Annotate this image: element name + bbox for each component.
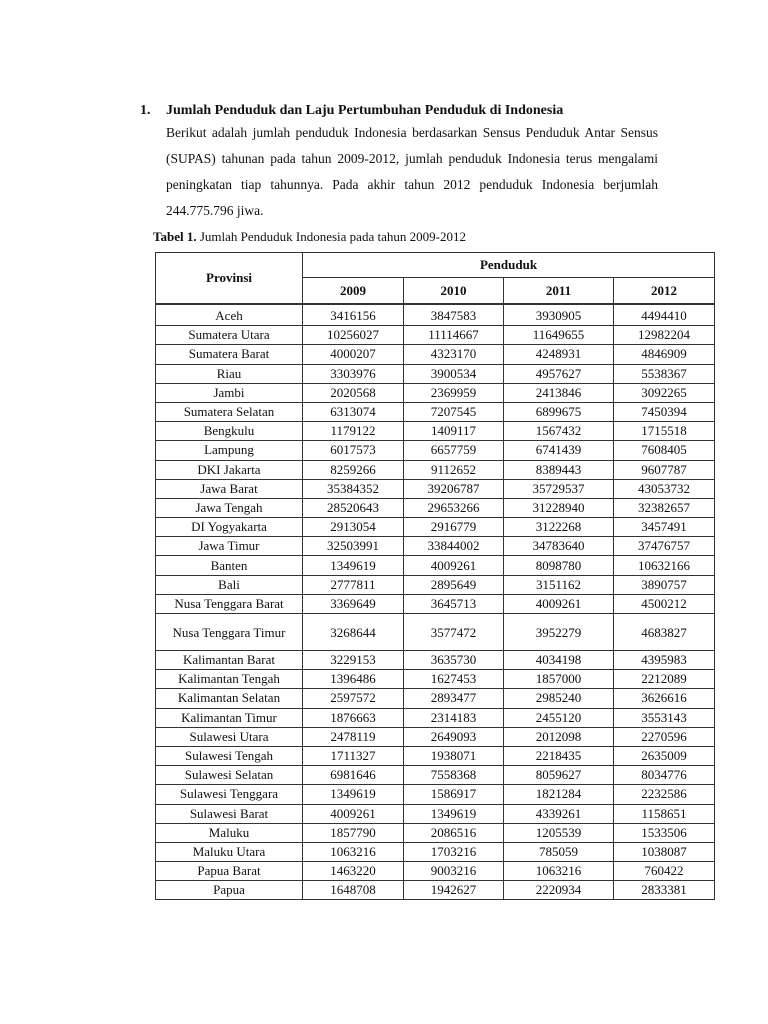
table-row <box>156 383 715 402</box>
cell-penduduk-2011: 8098780 <box>504 556 614 575</box>
cell-provinsi: Jawa Timur <box>156 537 303 556</box>
cell-penduduk-2012: 4395983 <box>614 651 715 670</box>
cell-penduduk-2010: 1938071 <box>404 746 504 765</box>
table-row <box>156 651 715 670</box>
cell-penduduk-2010: 1627453 <box>404 670 504 689</box>
cell-provinsi: Maluku <box>156 823 303 842</box>
cell-penduduk-2012: 3626616 <box>614 689 715 708</box>
table-row <box>156 556 715 575</box>
cell-penduduk-2009: 3416156 <box>303 304 404 326</box>
table-body <box>156 304 715 900</box>
cell-penduduk-2010: 3900534 <box>404 364 504 383</box>
cell-penduduk-2011: 6741439 <box>504 441 614 460</box>
cell-penduduk-2009: 1857790 <box>303 823 404 842</box>
cell-penduduk-2012: 4846909 <box>614 345 715 364</box>
header-penduduk: Penduduk <box>303 253 715 278</box>
cell-penduduk-2011: 1205539 <box>504 823 614 842</box>
cell-penduduk-2011: 34783640 <box>504 537 614 556</box>
cell-penduduk-2009: 35384352 <box>303 479 404 498</box>
cell-provinsi: Sulawesi Utara <box>156 727 303 746</box>
cell-provinsi: DKI Jakarta <box>156 460 303 479</box>
cell-provinsi: Kalimantan Timur <box>156 708 303 727</box>
cell-penduduk-2009: 1711327 <box>303 746 404 765</box>
table-row <box>156 460 715 479</box>
cell-penduduk-2012: 9607787 <box>614 460 715 479</box>
cell-provinsi: Aceh <box>156 304 303 326</box>
cell-penduduk-2011: 2413846 <box>504 383 614 402</box>
cell-provinsi: Kalimantan Tengah <box>156 670 303 689</box>
cell-provinsi: Sulawesi Tenggara <box>156 785 303 804</box>
cell-penduduk-2009: 10256027 <box>303 326 404 345</box>
cell-provinsi: Jawa Barat <box>156 479 303 498</box>
cell-penduduk-2009: 3303976 <box>303 364 404 383</box>
cell-penduduk-2012: 760422 <box>614 862 715 881</box>
cell-penduduk-2010: 3645713 <box>404 594 504 613</box>
cell-provinsi: Kalimantan Barat <box>156 651 303 670</box>
table-row <box>156 402 715 421</box>
population-table <box>155 252 715 900</box>
table-row <box>156 689 715 708</box>
cell-penduduk-2009: 3268644 <box>303 614 404 651</box>
cell-penduduk-2009: 4009261 <box>303 804 404 823</box>
cell-penduduk-2012: 1533506 <box>614 823 715 842</box>
cell-penduduk-2012: 2232586 <box>614 785 715 804</box>
cell-penduduk-2011: 1857000 <box>504 670 614 689</box>
cell-penduduk-2011: 8059627 <box>504 766 614 785</box>
cell-penduduk-2012: 10632166 <box>614 556 715 575</box>
cell-penduduk-2009: 1063216 <box>303 842 404 861</box>
cell-provinsi: Jambi <box>156 383 303 402</box>
cell-penduduk-2011: 4009261 <box>504 594 614 613</box>
header-provinsi: Provinsi <box>156 253 303 305</box>
cell-penduduk-2009: 3229153 <box>303 651 404 670</box>
cell-penduduk-2012: 3092265 <box>614 383 715 402</box>
table-row <box>156 614 715 651</box>
cell-provinsi: Sulawesi Barat <box>156 804 303 823</box>
table-row <box>156 766 715 785</box>
table-row <box>156 842 715 861</box>
cell-provinsi: Sulawesi Selatan <box>156 766 303 785</box>
cell-provinsi: Papua <box>156 881 303 900</box>
cell-penduduk-2011: 3952279 <box>504 614 614 651</box>
table-row <box>156 804 715 823</box>
table-row <box>156 862 715 881</box>
cell-provinsi: Nusa Tenggara Barat <box>156 594 303 613</box>
cell-penduduk-2009: 3369649 <box>303 594 404 613</box>
cell-penduduk-2012: 2833381 <box>614 881 715 900</box>
table-row <box>156 881 715 900</box>
cell-penduduk-2012: 12982204 <box>614 326 715 345</box>
cell-penduduk-2012: 3553143 <box>614 708 715 727</box>
cell-provinsi: Sumatera Barat <box>156 345 303 364</box>
cell-penduduk-2012: 7608405 <box>614 441 715 460</box>
table-row <box>156 537 715 556</box>
cell-penduduk-2010: 1703216 <box>404 842 504 861</box>
table-row <box>156 498 715 517</box>
header-year: 2010 <box>404 278 504 305</box>
cell-penduduk-2009: 4000207 <box>303 345 404 364</box>
cell-penduduk-2012: 37476757 <box>614 537 715 556</box>
cell-penduduk-2010: 3577472 <box>404 614 504 651</box>
caption-label: Tabel 1. <box>153 229 197 244</box>
cell-penduduk-2012: 2270596 <box>614 727 715 746</box>
table-row <box>156 364 715 383</box>
cell-penduduk-2011: 8389443 <box>504 460 614 479</box>
table-row <box>156 823 715 842</box>
cell-provinsi: Jawa Tengah <box>156 498 303 517</box>
cell-penduduk-2009: 1349619 <box>303 556 404 575</box>
cell-penduduk-2010: 2086516 <box>404 823 504 842</box>
cell-penduduk-2012: 2635009 <box>614 746 715 765</box>
cell-provinsi: DI Yogyakarta <box>156 518 303 537</box>
cell-penduduk-2009: 1349619 <box>303 785 404 804</box>
cell-penduduk-2012: 1038087 <box>614 842 715 861</box>
cell-penduduk-2012: 3457491 <box>614 518 715 537</box>
cell-penduduk-2010: 1349619 <box>404 804 504 823</box>
cell-penduduk-2010: 11114667 <box>404 326 504 345</box>
cell-penduduk-2011: 2012098 <box>504 727 614 746</box>
cell-penduduk-2009: 2777811 <box>303 575 404 594</box>
cell-penduduk-2009: 1648708 <box>303 881 404 900</box>
cell-penduduk-2011: 2985240 <box>504 689 614 708</box>
table-row <box>156 304 715 326</box>
cell-penduduk-2010: 6657759 <box>404 441 504 460</box>
cell-provinsi: Maluku Utara <box>156 842 303 861</box>
cell-penduduk-2010: 3847583 <box>404 304 504 326</box>
table-row <box>156 594 715 613</box>
cell-penduduk-2009: 6017573 <box>303 441 404 460</box>
cell-penduduk-2009: 6313074 <box>303 402 404 421</box>
section-heading <box>140 102 563 120</box>
cell-penduduk-2012: 8034776 <box>614 766 715 785</box>
cell-provinsi: Lampung <box>156 441 303 460</box>
cell-penduduk-2010: 1942627 <box>404 881 504 900</box>
header-year: 2009 <box>303 278 404 305</box>
table-row <box>156 670 715 689</box>
cell-penduduk-2011: 3930905 <box>504 304 614 326</box>
cell-penduduk-2009: 1876663 <box>303 708 404 727</box>
cell-penduduk-2010: 2369959 <box>404 383 504 402</box>
cell-penduduk-2010: 33844002 <box>404 537 504 556</box>
table-row <box>156 746 715 765</box>
cell-penduduk-2011: 4957627 <box>504 364 614 383</box>
cell-penduduk-2011: 4248931 <box>504 345 614 364</box>
cell-penduduk-2009: 8259266 <box>303 460 404 479</box>
cell-penduduk-2010: 3635730 <box>404 651 504 670</box>
cell-penduduk-2011: 11649655 <box>504 326 614 345</box>
cell-penduduk-2011: 35729537 <box>504 479 614 498</box>
table-row <box>156 479 715 498</box>
cell-penduduk-2009: 2913054 <box>303 518 404 537</box>
cell-provinsi: Sumatera Selatan <box>156 402 303 421</box>
cell-penduduk-2010: 39206787 <box>404 479 504 498</box>
cell-penduduk-2011: 2220934 <box>504 881 614 900</box>
table-row <box>156 422 715 441</box>
cell-penduduk-2012: 5538367 <box>614 364 715 383</box>
cell-provinsi: Sulawesi Tengah <box>156 746 303 765</box>
cell-penduduk-2009: 1463220 <box>303 862 404 881</box>
header-year: 2012 <box>614 278 715 305</box>
cell-penduduk-2009: 32503991 <box>303 537 404 556</box>
table-row <box>156 708 715 727</box>
cell-penduduk-2009: 2478119 <box>303 727 404 746</box>
cell-provinsi: Sumatera Utara <box>156 326 303 345</box>
section-title: Jumlah Penduduk dan Laju Pertumbuhan Penduduk di Indonesia <box>166 103 564 118</box>
cell-provinsi: Nusa Tenggara Timur <box>156 614 303 651</box>
cell-penduduk-2010: 4323170 <box>404 345 504 364</box>
cell-penduduk-2010: 7558368 <box>404 766 504 785</box>
cell-penduduk-2012: 4683827 <box>614 614 715 651</box>
cell-penduduk-2012: 2212089 <box>614 670 715 689</box>
header-year: 2011 <box>504 278 614 305</box>
cell-penduduk-2011: 1063216 <box>504 862 614 881</box>
cell-penduduk-2012: 43053732 <box>614 479 715 498</box>
cell-penduduk-2010: 2893477 <box>404 689 504 708</box>
cell-penduduk-2012: 32382657 <box>614 498 715 517</box>
caption-text: Jumlah Penduduk Indonesia pada tahun 2009-2012 <box>196 229 466 244</box>
table-row <box>156 345 715 364</box>
cell-penduduk-2012: 1715518 <box>614 422 715 441</box>
cell-provinsi: Bengkulu <box>156 422 303 441</box>
cell-penduduk-2012: 4494410 <box>614 304 715 326</box>
cell-penduduk-2011: 2455120 <box>504 708 614 727</box>
cell-penduduk-2011: 1821284 <box>504 785 614 804</box>
cell-penduduk-2011: 785059 <box>504 842 614 861</box>
cell-provinsi: Banten <box>156 556 303 575</box>
table-row <box>156 326 715 345</box>
cell-penduduk-2010: 2649093 <box>404 727 504 746</box>
cell-penduduk-2009: 1179122 <box>303 422 404 441</box>
table-caption <box>153 228 466 246</box>
table-row <box>156 441 715 460</box>
cell-penduduk-2012: 3890757 <box>614 575 715 594</box>
cell-penduduk-2011: 1567432 <box>504 422 614 441</box>
cell-provinsi: Papua Barat <box>156 862 303 881</box>
cell-penduduk-2009: 1396486 <box>303 670 404 689</box>
table-row <box>156 518 715 537</box>
cell-penduduk-2011: 3151162 <box>504 575 614 594</box>
cell-provinsi: Kalimantan Selatan <box>156 689 303 708</box>
intro-paragraph: Berikut adalah jumlah penduduk Indonesia berdasarkan Sensus Penduduk Antar Sensus (SUPAS) tahunan pada tahun 2009-2012, jumlah penduduk Indonesia terus mengalami peningkatan tiap tahunnya. Pada akhir tahun 2012 penduduk Indonesia berjumlah 244.775.796 jiwa. <box>166 125 658 218</box>
cell-penduduk-2010: 1586917 <box>404 785 504 804</box>
cell-penduduk-2009: 6981646 <box>303 766 404 785</box>
cell-penduduk-2009: 2020568 <box>303 383 404 402</box>
cell-penduduk-2012: 4500212 <box>614 594 715 613</box>
cell-penduduk-2012: 1158651 <box>614 804 715 823</box>
cell-penduduk-2009: 28520643 <box>303 498 404 517</box>
cell-penduduk-2012: 7450394 <box>614 402 715 421</box>
table-row <box>156 785 715 804</box>
cell-provinsi: Riau <box>156 364 303 383</box>
cell-penduduk-2010: 2916779 <box>404 518 504 537</box>
cell-penduduk-2011: 6899675 <box>504 402 614 421</box>
cell-penduduk-2010: 29653266 <box>404 498 504 517</box>
cell-penduduk-2011: 4339261 <box>504 804 614 823</box>
cell-penduduk-2009: 2597572 <box>303 689 404 708</box>
cell-penduduk-2011: 2218435 <box>504 746 614 765</box>
cell-provinsi: Bali <box>156 575 303 594</box>
cell-penduduk-2011: 31228940 <box>504 498 614 517</box>
cell-penduduk-2010: 1409117 <box>404 422 504 441</box>
table-row <box>156 575 715 594</box>
section-number: 1. <box>140 103 151 118</box>
cell-penduduk-2010: 4009261 <box>404 556 504 575</box>
cell-penduduk-2010: 2314183 <box>404 708 504 727</box>
cell-penduduk-2011: 3122268 <box>504 518 614 537</box>
cell-penduduk-2011: 4034198 <box>504 651 614 670</box>
cell-penduduk-2010: 9112652 <box>404 460 504 479</box>
table-row <box>156 727 715 746</box>
cell-penduduk-2010: 7207545 <box>404 402 504 421</box>
cell-penduduk-2010: 2895649 <box>404 575 504 594</box>
cell-penduduk-2010: 9003216 <box>404 862 504 881</box>
